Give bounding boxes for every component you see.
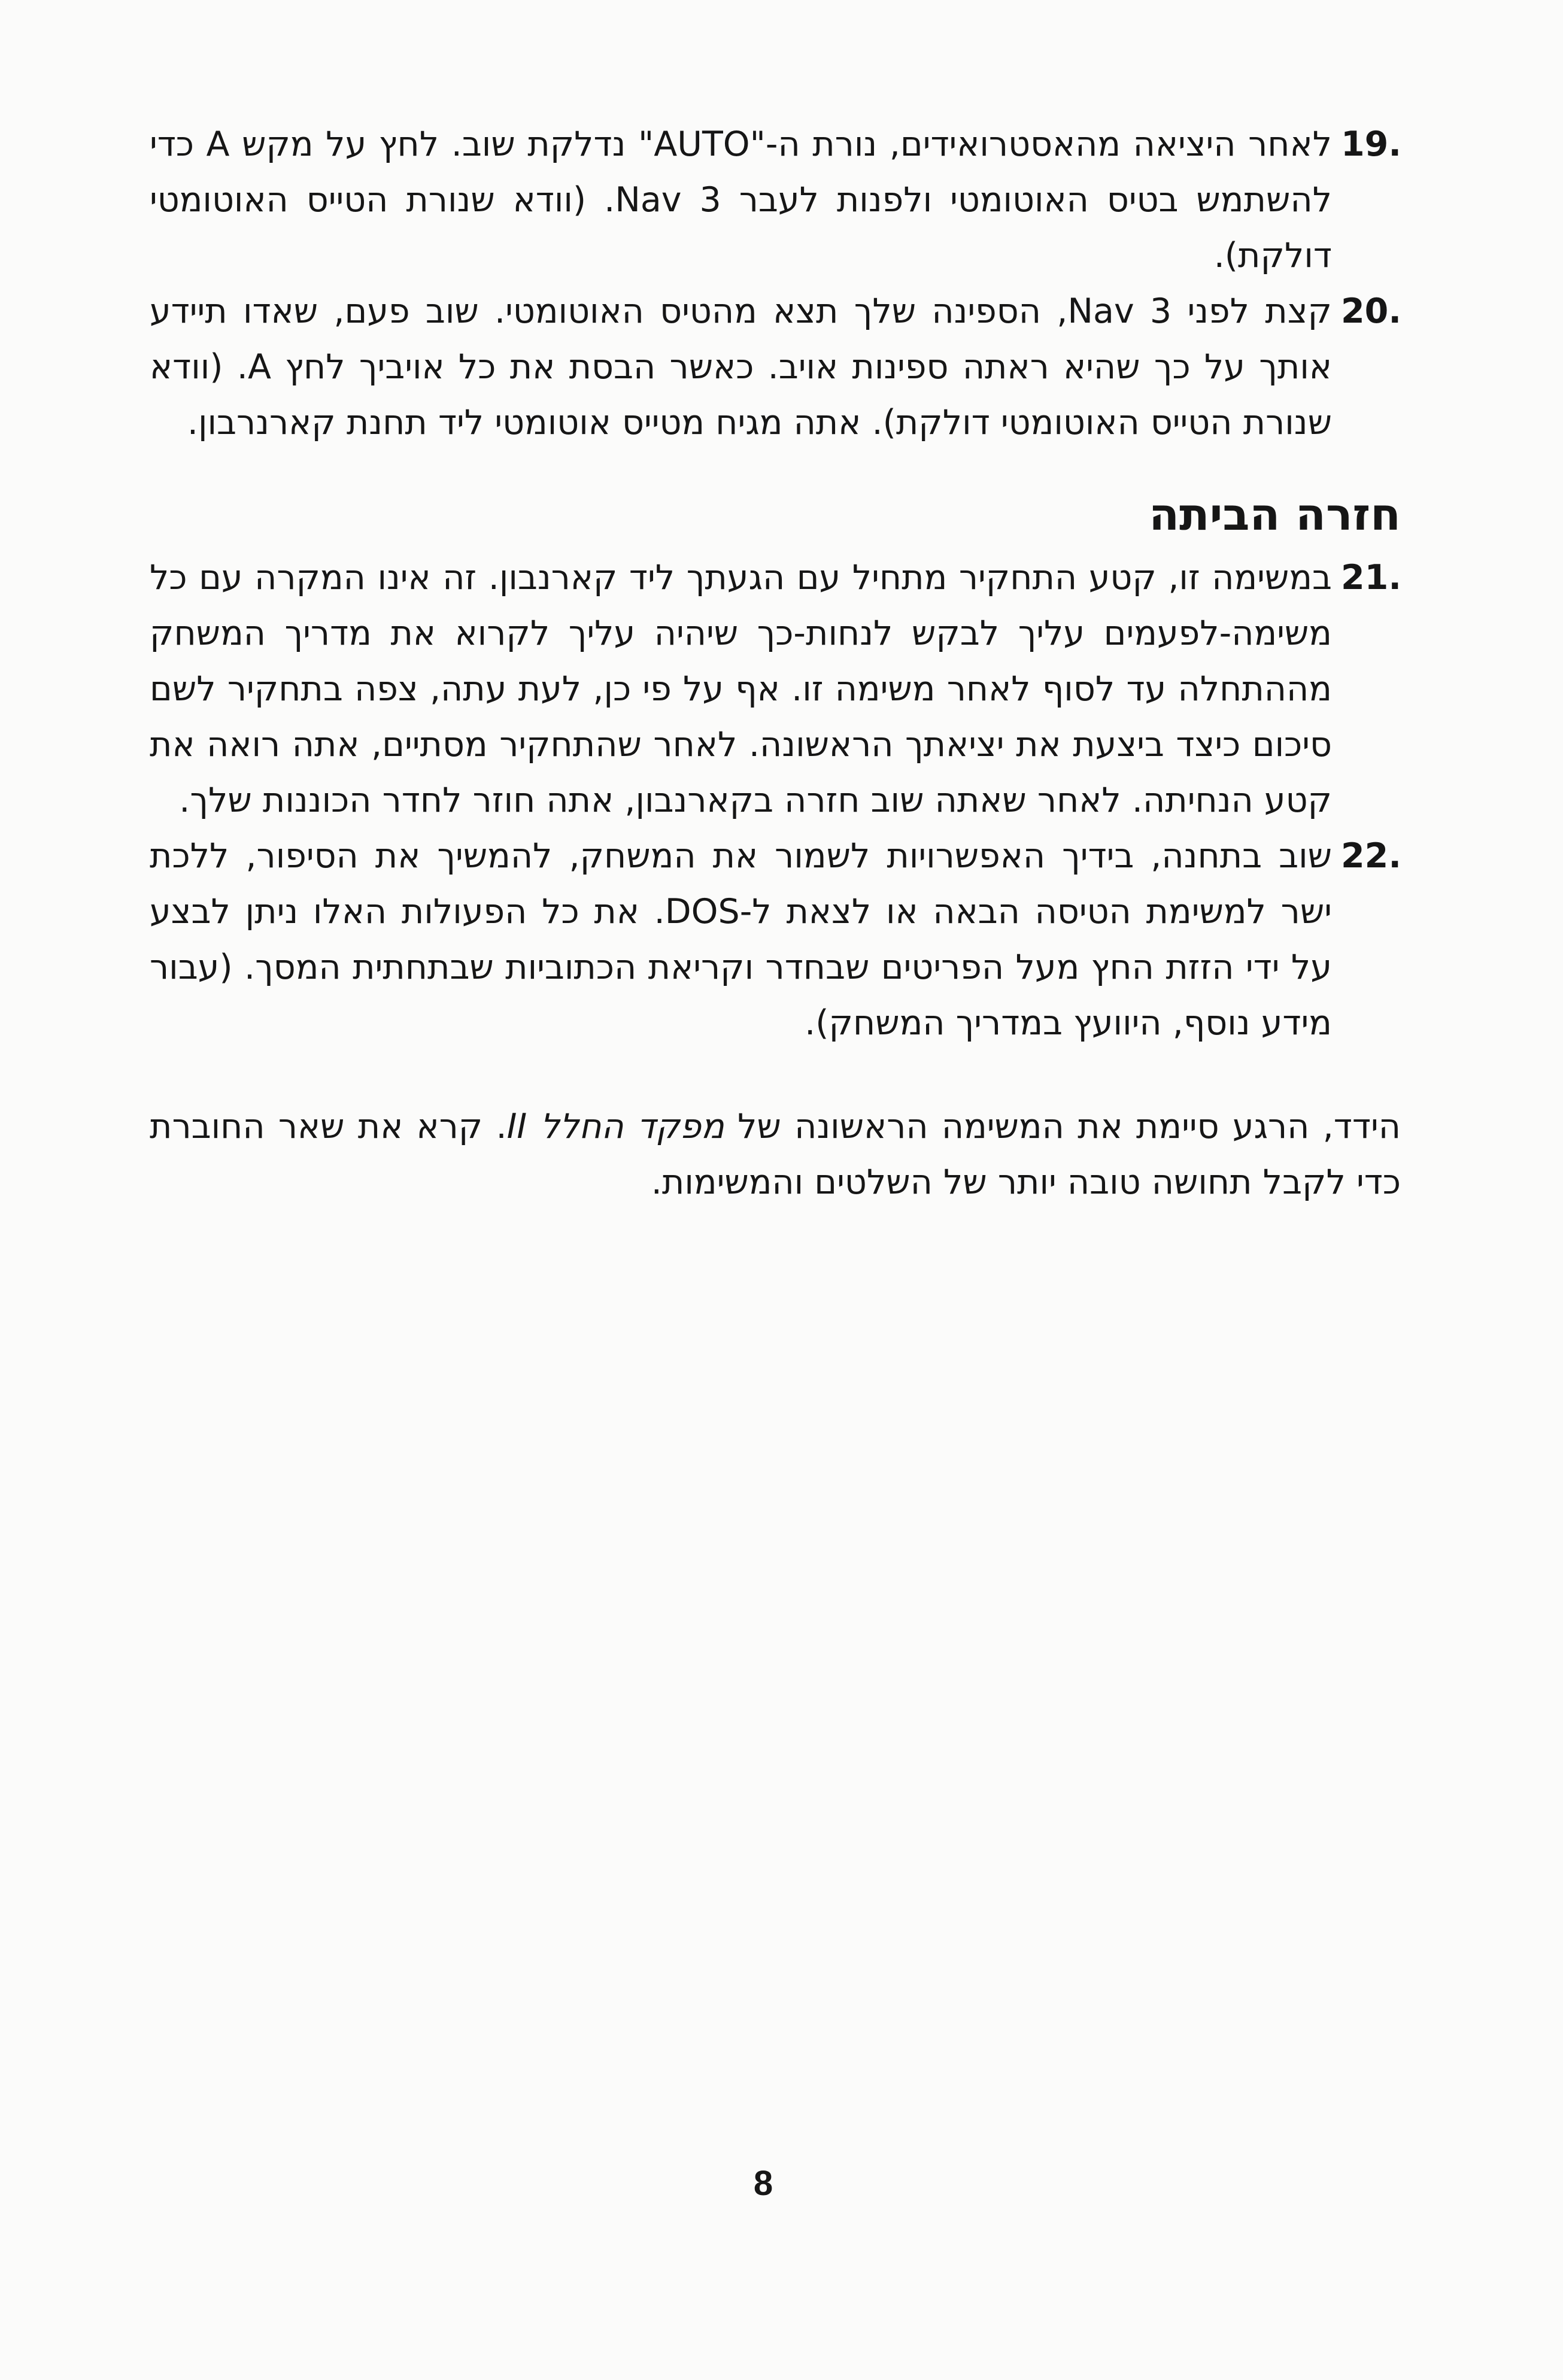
- item-text: שוב בתחנה, בידיך האפשרויות לשמור את המשחק, להמשיך את הסיפור, ללכת ישר למשימת הטיסה הבאה או לצאת ל-DOS. את כל הפעולות האלו ניתן לבצע על ידי הזזת החץ מעל הפריטים שבחדר וקריאת הכתוביות שבתחתית המסך. (עבור מידע נוסף, היוועץ במדריך המשחק).: [150, 836, 1332, 1043]
- item-number: 20.: [1341, 292, 1401, 331]
- closing-paragraph: [150, 1099, 1401, 1210]
- game-title: מפקד החלל II: [506, 1107, 724, 1146]
- item-number: 19.: [1341, 125, 1401, 164]
- item-number: 22.: [1341, 836, 1401, 876]
- list-item-19: [150, 117, 1401, 284]
- section-heading: חזרה הביתה: [1149, 489, 1401, 541]
- closing-text-start: הידד, הרגע סיימת את המשימה הראשונה של: [724, 1107, 1401, 1146]
- closing-text-end: . קרא את שאר החוברת כדי לקבל תחושה טובה יותר של השלטים והמשימות.: [150, 1107, 1401, 1202]
- item-text: לאחר היציאה מהאסטרואידים, נורת ה-"AUTO" נדלקת שוב. לחץ על מקש A כדי להשתמש בטיס האוטומטי ולפנות לעבר Nav 3. (וודא שנורת הטייס האוטומטי דולקת).: [150, 125, 1333, 275]
- item-text: במשימה זו, קטע התחקיר מתחיל עם הגעתך ליד קארנבון. זה אינו המקרה עם כל משימה-לפעמים עליך לבקש לנחות-כך שיהיה עליך לקרוא את מדריך המשחק מההתחלה עד לסוף לאחר משימה זו. אף על פי כן, לעת עתה, צפה בתחקיר לשם סיכום כיצד ביצעת את יציאתך הראשונה. לאחר שהתחקיר מסתיים, אתה רואה את קטע הנחיתה. לאחר שאתה שוב חזרה בקארנבון, אתה חוזר לחדר הכוננות שלך.: [150, 558, 1332, 820]
- item-number: 21.: [1341, 558, 1401, 597]
- list-item-20: [150, 284, 1401, 451]
- page-content: [150, 117, 1401, 1210]
- list-item-22: [150, 828, 1401, 1051]
- list-item-21: [150, 550, 1401, 828]
- page-number: 8: [753, 2164, 773, 2203]
- item-text: קצת לפני Nav 3, הספינה שלך תצא מהטיס האוטומטי. שוב פעם, שאדו תיידע אותך על כך שהיא ראתה ספינות אויב. כאשר הבסת את כל אויביך לחץ A. (וודא שנורת הטייס האוטומטי דולקת). אתה מגיח מטייס אוטומטי ליד תחנת קארנרבון.: [150, 292, 1332, 442]
